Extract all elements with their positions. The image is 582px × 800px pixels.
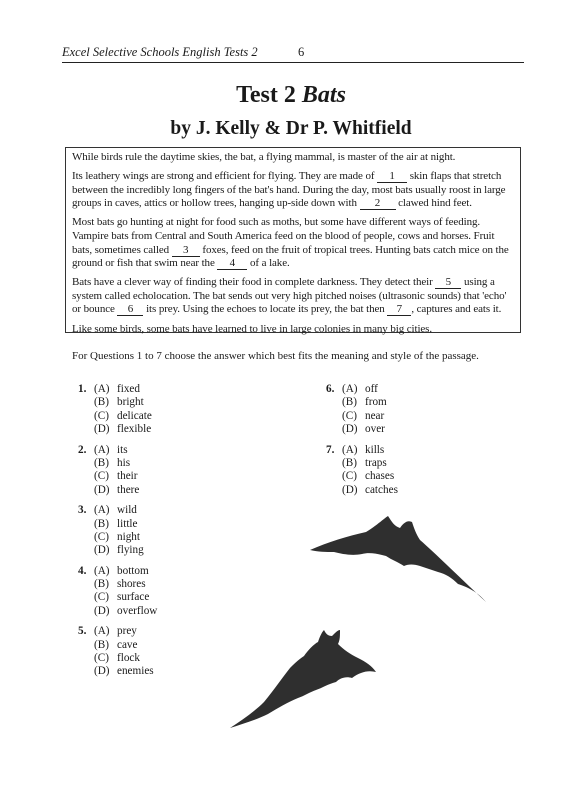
option-7d[interactable] (326, 484, 526, 497)
paragraph-2-text-b: skin flaps that stretch between the incredibly long fingers of the bat's hand. During the day, most bats usually roost in large groups in caves, attics or hollow trees, hanging up-side down with (72, 170, 506, 210)
option-2d[interactable] (78, 484, 278, 497)
option-6d[interactable] (326, 423, 526, 436)
option-letter: (C) (94, 591, 109, 604)
option-3d[interactable] (78, 544, 278, 557)
option-1c[interactable] (78, 410, 278, 423)
blank-7: 7 (387, 304, 411, 316)
option-6c[interactable] (326, 410, 526, 423)
blank-4: 4 (217, 258, 247, 270)
test-title-name: Bats (301, 82, 346, 108)
option-text: flying (117, 544, 144, 557)
option-letter: (A) (94, 383, 110, 395)
option-3c[interactable] (78, 531, 278, 544)
option-text: delicate (117, 409, 152, 422)
paragraph-3 (72, 216, 514, 270)
option-text: flock (117, 652, 140, 665)
option-letter: (D) (342, 483, 358, 496)
question-number: 3. (78, 504, 87, 517)
question-number: 1. (78, 383, 87, 395)
option-text: prey (117, 625, 137, 638)
option-letter: (A) (94, 564, 110, 577)
paragraph-2-text-c: clawed hind feet. (395, 197, 472, 210)
option-7c[interactable] (326, 470, 526, 483)
option-letter: (A) (94, 625, 110, 638)
option-letter: (B) (342, 396, 357, 409)
option-letter: (B) (94, 396, 109, 409)
option-text: near (365, 409, 385, 422)
paragraph-1: While birds rule the daytime skies, the bat, a flying mammal, is master of the air at night. (72, 151, 456, 163)
option-letter: (A) (94, 504, 110, 517)
option-letter: (B) (342, 456, 357, 469)
option-7a[interactable] (326, 444, 526, 457)
bat-silhouette-icon (228, 628, 378, 732)
test-title (0, 80, 582, 110)
option-text: kills (365, 443, 385, 456)
option-1a[interactable] (78, 383, 278, 396)
question-3 (78, 504, 278, 558)
option-letter: (B) (94, 517, 109, 530)
option-letter: (A) (342, 383, 358, 395)
question-2 (78, 444, 278, 498)
question-number: 6. (326, 383, 335, 395)
option-text: fixed (117, 383, 140, 395)
option-2b[interactable] (78, 457, 278, 470)
question-7 (326, 444, 526, 498)
option-letter: (C) (94, 652, 109, 665)
passage-box (65, 147, 521, 333)
option-text: bright (117, 396, 144, 409)
option-letter: (C) (342, 409, 357, 422)
option-letter: (A) (94, 443, 110, 456)
paragraph-3-text-a: Most bats go hunting at night for food such as moths, but some have different ways of feeding. Vampire bats from Central and South America feed on the blood of people, cows and horses. Fruit bats, sometimes called (72, 216, 495, 256)
paragraph-4-text-a: Bats have a clever way of finding their food in complete darkness. They detect their (72, 276, 436, 289)
option-text: over (365, 423, 385, 436)
option-letter: (D) (94, 483, 110, 496)
option-text: catches (365, 483, 398, 496)
blank-1: 1 (377, 171, 407, 183)
book-title: Excel Selective Schools English Tests 2 (62, 45, 258, 59)
instructions: For Questions 1 to 7 choose the answer which best fits the meaning and style of the passage. (72, 350, 479, 362)
question-number: 7. (326, 443, 335, 456)
option-letter: (D) (94, 665, 110, 678)
option-4a[interactable] (78, 565, 278, 578)
paragraph-4-text-b: using a system called echolocation. The bat sends out very high pitched noises (ultrasonic sounds) that 'echo' or bounce (72, 276, 507, 316)
option-text: from (365, 396, 387, 409)
option-text: chases (365, 470, 395, 483)
option-text: little (117, 517, 138, 530)
option-text: shores (117, 578, 146, 591)
option-letter: (A) (342, 443, 358, 456)
option-letter: (C) (94, 530, 109, 543)
option-letter: (D) (342, 423, 358, 436)
question-number: 2. (78, 443, 87, 456)
question-6 (326, 383, 526, 437)
option-text: flexible (117, 423, 152, 436)
option-text: wild (117, 504, 137, 517)
option-4c[interactable] (78, 591, 278, 604)
option-4d[interactable] (78, 605, 278, 618)
option-text: there (117, 483, 140, 496)
option-text: off (365, 383, 378, 395)
option-2c[interactable] (78, 470, 278, 483)
questions-right-column (326, 383, 526, 504)
option-text: his (117, 456, 131, 469)
option-letter: (D) (94, 423, 110, 436)
paragraph-2-text-a: Its leathery wings are strong and efficient for flying. They are made of (72, 170, 378, 183)
option-text: cave (117, 638, 138, 651)
option-text: bottom (117, 564, 149, 577)
option-letter: (D) (94, 544, 110, 557)
blank-3: 3 (172, 245, 200, 257)
question-1 (78, 383, 278, 437)
option-6b[interactable] (326, 396, 526, 409)
option-letter: (B) (94, 578, 109, 591)
option-letter: (B) (94, 638, 109, 651)
option-text: its (117, 443, 128, 456)
blank-5: 5 (435, 277, 461, 289)
option-letter: (C) (94, 470, 109, 483)
option-7b[interactable] (326, 457, 526, 470)
option-1d[interactable] (78, 423, 278, 436)
paragraph-2 (72, 170, 514, 211)
question-number: 5. (78, 625, 87, 638)
paragraph-4 (72, 276, 514, 317)
blank-2: 2 (360, 198, 396, 210)
paragraph-3-text-b: foxes, feed on the fruit of tropical trees. Hunting bats catch mice on the ground or fish that swim near the (72, 243, 509, 270)
paragraph-5: Like some birds, some bats have learned to live in large colonies in many big cities. (72, 322, 433, 335)
option-text: enemies (117, 665, 154, 678)
option-text: traps (365, 456, 387, 469)
option-text: surface (117, 591, 150, 604)
paragraph-4-text-c: its prey. Using the echoes to locate its prey, the bat then (143, 303, 388, 316)
option-text: night (117, 530, 140, 543)
option-letter: (D) (94, 604, 110, 617)
paragraph-4-text-d: , captures and eats it. (411, 303, 502, 316)
option-letter: (B) (94, 456, 109, 469)
authors: by J. Kelly & Dr P. Whitfield (170, 118, 412, 139)
option-2a[interactable] (78, 444, 278, 457)
blank-6: 6 (117, 304, 143, 316)
option-3b[interactable] (78, 518, 278, 531)
page-number: 6 (298, 45, 305, 59)
question-number: 4. (78, 564, 87, 577)
bat-silhouette-icon (308, 514, 488, 606)
option-1b[interactable] (78, 396, 278, 409)
question-4 (78, 565, 278, 619)
option-letter: (C) (342, 470, 357, 483)
paragraph-3-text-c: of a lake. (247, 257, 290, 270)
option-6a[interactable] (326, 383, 526, 396)
option-text: their (117, 470, 138, 483)
option-3a[interactable] (78, 504, 278, 517)
running-header (62, 44, 524, 63)
option-text: overflow (117, 604, 158, 617)
option-4b[interactable] (78, 578, 278, 591)
test-title-prefix: Test 2 (236, 82, 296, 108)
option-letter: (C) (94, 409, 109, 422)
